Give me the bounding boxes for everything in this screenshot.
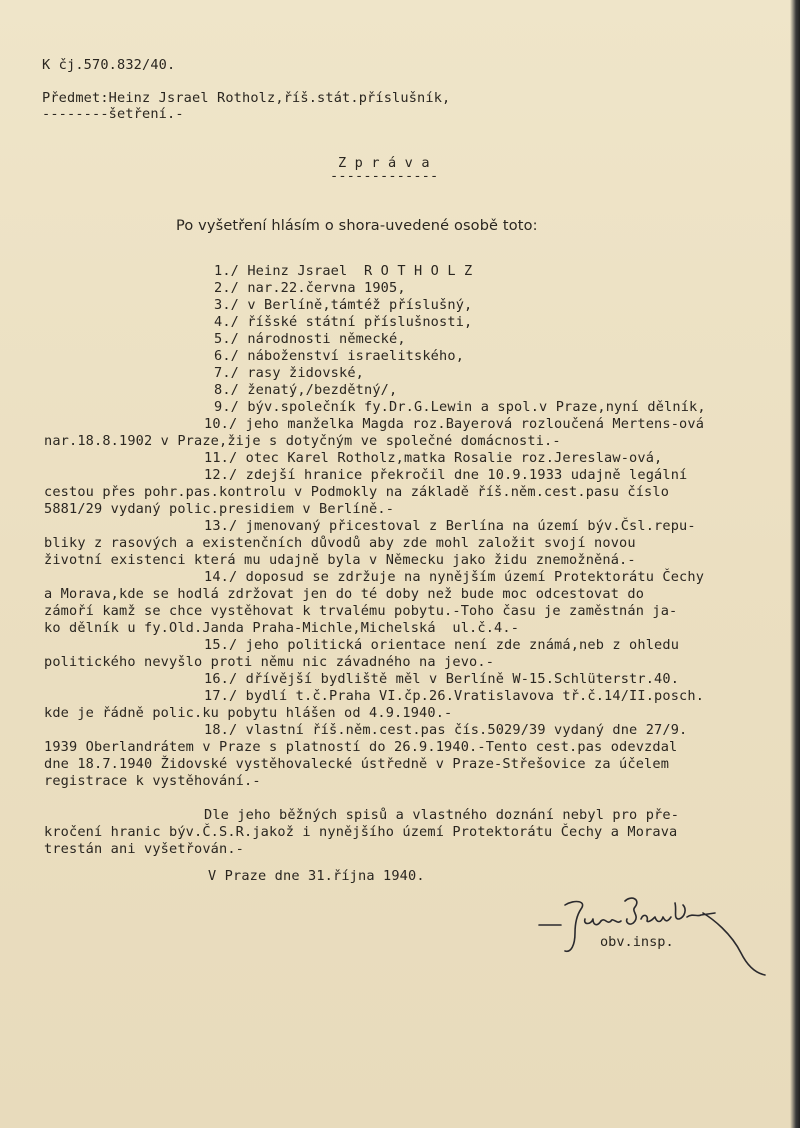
item-line: dne 18.7.1940 Židovské vystěhovalecké ústředně v Praze-Střešovice za účelem [44,756,670,772]
reference-number: K čj.570.832/40. [42,57,176,73]
item-line: 2./ nar.22.června 1905, [214,280,406,296]
item-line: 11./ otec Karel Rotholz,matka Rosalie roz.Jereslaw-ová, [204,450,663,466]
item-line: 9./ býv.společník fy.Dr.G.Lewin a spol.v Praze,nyní dělník, [214,399,706,415]
item-line: 10./ jeho manželka Magda roz.Bayerová rozloučená Mertens-ová [204,416,705,432]
item-line: 7./ rasy židovské, [214,365,365,381]
report-title: Z p r á v a [338,155,430,171]
item-line: 12./ zdejší hranice překročil dne 10.9.1933 udajně legální [204,467,688,483]
item-line: 1./ Heinz Jsrael R O T H O L Z [214,263,473,279]
subject-line: Předmet:Heinz Jsrael Rotholz,říš.stát.příslušník, [42,90,451,106]
item-line: nar.18.8.1902 v Praze,žije s dotyčným ve společné domácnosti.- [44,433,561,449]
subject-line-continuation: --------šetření.- [42,106,184,122]
item-line: 5./ národnosti německé, [214,331,406,347]
item-line: 6./ náboženství israelitského, [214,348,465,364]
title-underline: ------------- [330,168,439,184]
item-line: 17./ bydlí t.č.Praha VI.čp.26.Vratislavova tř.č.14/II.posch. [204,688,705,704]
item-line: 18./ vlastní říš.něm.cest.pas čís.5029/39 vydaný dne 27/9. [204,722,688,738]
item-line: 13./ jmenovaný přicestoval z Berlína na území býv.Čsl.repu- [204,518,696,534]
item-line: ko dělník u fy.Old.Janda Praha-Michle,Michelská ul.č.4.- [44,620,520,636]
item-line: bliky z rasových a existenčních důvodů aby zde mohl založit svojí novou [44,535,636,551]
item-line: 3./ v Berlíně,támtéž příslušný, [214,297,473,313]
scan-edge [790,0,800,1128]
item-line: životní existenci která mu udajně byla v Německu jako židu znemožněná.- [44,552,636,568]
signatory-title: obv.insp. [600,934,674,950]
item-line: kde je řádně polic.ku pobytu hlášen od 4.9.1940.- [44,705,453,721]
item-line: 15./ jeho politická orientace není zde známá,neb z ohledu [204,637,680,653]
item-line: 4./ říšské státní příslušnosti, [214,314,473,330]
item-line: 16./ dřívější bydliště měl v Berlíně W-15.Schlüterstr.40. [204,671,680,687]
item-line: 5881/29 vydaný polic.presidiem v Berlíně.- [44,501,395,517]
intro-text: Po vyšetření hlásím o shora-uvedené osobě toto: [176,218,538,234]
item-line: registrace k vystěhování.- [44,773,261,789]
closing-line: Dle jeho běžných spisů a vlastného doznání nebyl pro pře- [204,807,680,823]
closing-line: trestán ani vyšetřován.- [44,841,245,857]
item-line: cestou přes pohr.pas.kontrolu v Podmokly na základě říš.něm.cest.pasu číslo [44,484,670,500]
item-line: zámoří kamž se chce vystěhovat k trvalému pobytu.-Toho času je zaměstnán ja- [44,603,678,619]
item-line: 8./ ženatý,/bezdětný/, [214,382,398,398]
item-line: 14./ doposud se zdržuje na nynějším území Protektorátu Čechy [204,569,705,585]
item-line: 1939 Oberlandrátem v Praze s platností do 26.9.1940.-Tento cest.pas odevzdal [44,739,678,755]
item-line: politického nevyšlo proti němu nic závadného na jevo.- [44,654,495,670]
item-line: a Morava,kde se hodlá zdržovat jen do té doby než bude moc odcestovat do [44,586,645,602]
place-and-date: V Praze dne 31.října 1940. [208,868,425,884]
closing-line: kročení hranic býv.Č.S.R.jakož i nynějšího území Protektorátu Čechy a Morava [44,824,678,840]
